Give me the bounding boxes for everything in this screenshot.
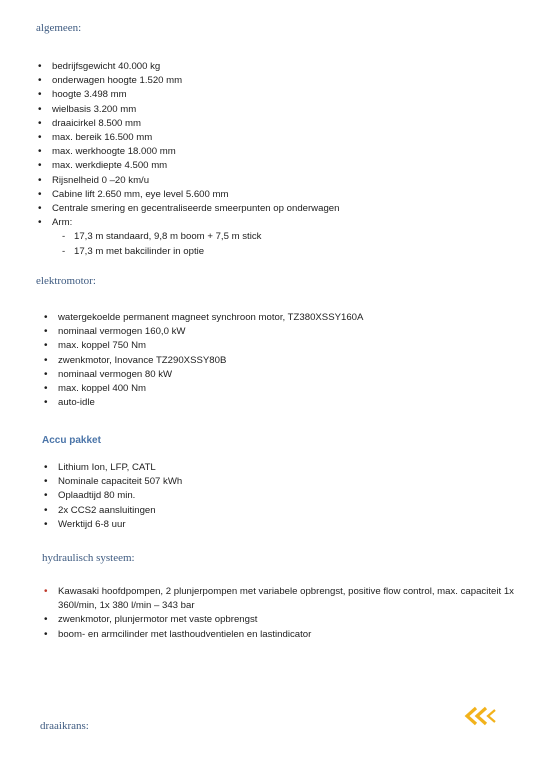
list-item: • boom- en armcilinder met lasthoudventielen en lastindicator <box>44 628 312 640</box>
list-item: • zwenkmotor, Inovance TZ290XSSY80B <box>44 354 227 366</box>
list-item: • hoogte 3.498 mm <box>38 89 127 101</box>
list-item: • Centrale smering en gecentraliseerde smeerpunten op onderwagen <box>38 203 340 215</box>
list-hydraulisch <box>44 585 514 642</box>
list-elektromotor <box>44 311 363 410</box>
list-item: • max. werkdiepte 4.500 mm <box>38 160 168 172</box>
list-item: • Oplaadtijd 80 min. <box>44 490 136 502</box>
list-item: • max. werkhoogte 18.000 mm <box>38 146 176 158</box>
list-item: • 2x CCS2 aansluitingen <box>44 504 156 516</box>
list-item: • bedrijfsgewicht 40.000 kg <box>38 61 161 72</box>
section-title-draaikrans: draaikrans: <box>40 720 89 732</box>
double-chevron-left-icon <box>464 706 496 726</box>
section-title-algemeen: algemeen: <box>36 22 82 34</box>
section-title-hydraulisch: hydraulisch systeem: <box>42 552 135 564</box>
list-item: • watergekoelde permanent magneet synchroon motor, TZ380XSSY160A <box>44 312 364 323</box>
arm-sublist <box>52 230 339 258</box>
list-item: • Werktijd 6-8 uur <box>44 518 126 530</box>
list-item: • Cabine lift 2.650 mm, eye level 5.600 mm <box>38 188 229 200</box>
list-item: • zwenkmotor, plunjermotor met vaste opbrengst <box>44 614 258 626</box>
list-item: • onderwagen hoogte 1.520 mm <box>38 75 183 87</box>
section-title-elektromotor: elektromotor: <box>36 275 96 287</box>
list-algemeen <box>38 60 339 259</box>
list-item: • nominaal vermogen 80 kW <box>44 368 173 380</box>
list-item: • Kawasaki hoofdpompen, 2 plunjerpompen met variabele opbrengst, positive flow control, max. capaciteit 1x 360l/min, 1x 380 l/min – 343 bar <box>44 586 514 612</box>
list-item: • Lithium Ion, LFP, CATL <box>44 462 156 473</box>
list-item: • Nominale capaciteit 507 kWh <box>44 476 183 488</box>
list-item: • max. koppel 750 Nm <box>44 340 146 352</box>
list-accu <box>44 461 182 532</box>
sub-list-item: - 17,3 m met bakcilinder in optie <box>62 245 205 257</box>
list-item: • nominaal vermogen 160,0 kW <box>44 326 186 338</box>
list-item: • wielbasis 3.200 mm <box>38 103 137 115</box>
list-item: • Rijsnelheid 0 –20 km/u <box>38 174 150 186</box>
list-item: • max. koppel 400 Nm <box>44 383 146 395</box>
list-item: • Arm: - 17,3 m standaard, 9,8 m boom + 7,5 m stick - 17,3 m met bakcilinder in optie <box>38 216 339 259</box>
section-title-accu: Accu pakket <box>42 435 101 446</box>
list-item: • auto-idle <box>44 397 95 409</box>
list-item: • draaicirkel 8.500 mm <box>38 117 142 129</box>
sub-list-item: - 17,3 m standaard, 9,8 m boom + 7,5 m stick <box>62 231 262 243</box>
list-item: • max. bereik 16.500 mm <box>38 132 153 144</box>
